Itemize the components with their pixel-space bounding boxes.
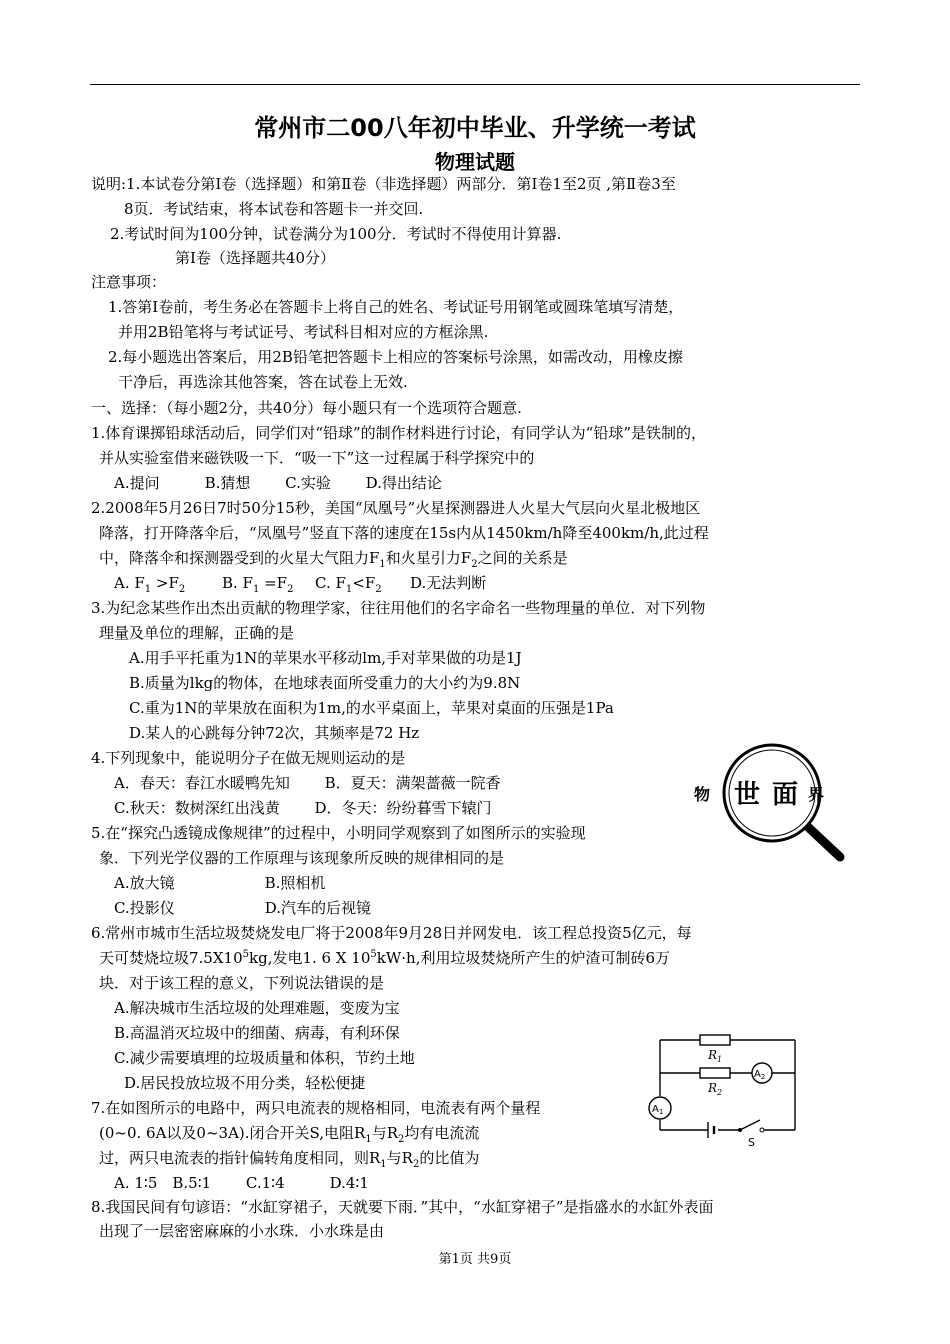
q6-option-c: C.减少需要填埋的垃圾质量和体积，节约土地 <box>114 1049 415 1067</box>
q2-line-1: 2.2008年5月26日7时50分15秒，美国“凤凰号”火星探测器进人火星大气层向火星北极地区 <box>91 499 701 517</box>
q2-option-d: D.无法判断 <box>410 574 487 592</box>
circuit-figure <box>640 1030 810 1148</box>
q6-option-a: A.解决城市生活垃圾的处理难题，变废为宝 <box>114 999 400 1017</box>
q6-line-3: 块．对于该工程的意义，下列说法错误的是 <box>99 974 385 992</box>
fig-text-mid-1: 世 <box>734 780 761 810</box>
exam-subtitle: 物理试题 <box>435 150 515 174</box>
section-heading: 第Ⅰ卷（选择题共40分） <box>175 249 336 267</box>
intro-line-2: 8页．考试结束，将本试卷和答题卡一并交回. <box>124 200 424 218</box>
notice-line-3: 2.每小题选出答案后，用2B铅笔把答题卡上相应的答案标号涂黑，如需改动，用橡皮擦 <box>108 348 683 366</box>
q7-line-1: 7.在如图所示的电路中，两只电流表的规格相同，电流表有两个量程 <box>91 1099 541 1117</box>
q3-line-1: 3.为纪念某些作出杰出贡献的物理学家，往往用他们的名字命名一些物理量的单位．对下列物 <box>91 599 706 617</box>
notice-heading: 注意事项： <box>91 273 167 291</box>
q1-options: A.提问 B.猜想 C.实验 D.得出结论 <box>114 474 442 492</box>
intro-line-3: 2.考试时间为100分钟，试卷满分为100分．考试时不得使用计算器. <box>110 225 562 243</box>
switch-contact-open <box>760 1128 764 1132</box>
q6-line-2: 天可焚烧垃圾$7.5X10^5kg$,发电1. 6 X $10^5kW\cdot h$,利用垃圾焚烧所产生的炉渣可制砖6万 <box>99 949 671 967</box>
q7-options: A. 1∶5 B.5∶1 C.1∶4 D.4∶1 <box>114 1174 369 1192</box>
magnifier-figure <box>690 735 850 865</box>
q3-option-d: D.某人的心跳每分钟72次，其频率是72 Hz <box>129 724 420 742</box>
q2-line-2: 降落，打开降落伞后，“凤凰号”竖直下落的速度在15s内从1450km/h降至400km/h,此过程 <box>99 524 709 542</box>
resistor-r1 <box>700 1035 730 1045</box>
q5-line-1: 5.在“探究凸透镜成像规律”的过程中，小明同学观察到了如图所示的实验现 <box>91 824 586 842</box>
q2-line-3: 中，降落伞和探测器受到的火星大气阻力$F_1$和火星引力$F_2$之间的关系是 <box>99 549 568 570</box>
switch-contact <box>738 1128 742 1132</box>
q4-options-cd: C.秋天：数树深红出浅黄 D．冬天：纷纷暮雪下辕门 <box>114 799 492 817</box>
q2-option-b: B. $F_1 =F_2$ <box>222 574 294 595</box>
part-one-heading: 一、选择：（每小题2分，共40分）每小题只有一个选项符合题意. <box>91 399 522 417</box>
q4-line-1: 4.下列现象中，能说明分子在做无规则运动的是 <box>91 749 406 767</box>
top-rule <box>90 84 860 85</box>
q1-line-2: 并从实验室借来磁铁吸一下．“吸一下”这一过程属于科学探究中的 <box>99 449 535 467</box>
label-r1: $R_1$ <box>708 1048 723 1064</box>
q5-line-2: 象．下列光学仪器的工作原理与该现象所反映的规律相同的是 <box>99 849 505 867</box>
label-a1: $A_1$ <box>652 1104 664 1116</box>
q6-option-b: B.高温消灭垃圾中的细菌、病毒，有利环保 <box>114 1024 400 1042</box>
fig-text-right: 界 <box>808 785 825 804</box>
q7-line-2: (0~0. 6A以及0~3A).闭合开关S,电阻$R_1$与$R_2$均有电流流 <box>99 1124 480 1145</box>
notice-line-4: 干净后，再选涂其他答案，答在试卷上无效. <box>118 373 408 391</box>
magnifier-handle <box>808 827 840 857</box>
q7-line-3: 过，两只电流表的指针偏转角度相同，则$R_1$与$R_2$的比值为 <box>99 1149 480 1170</box>
q6-line-1: 6.常州市城市生活垃圾焚烧发电厂将于2008年9月28日并网发电．该工程总投资5亿元，每 <box>91 924 692 942</box>
q3-option-a: A.用手平托重为1N的苹果水平移动lm,手对苹果做的功是1J <box>129 649 522 667</box>
q3-option-c: C.重为1N的苹果放在面积为1m,的水平桌面上，苹果对桌面的压强是1Pa <box>129 699 614 717</box>
q2-option-a: A. $F_1 >F_2$ <box>114 574 186 595</box>
notice-line-2: 并用2B铅笔将与考试证号、考试科目相对应的方框涂黑. <box>118 323 489 341</box>
q4-options-ab: A．春天：春江水暖鸭先知 B．夏天：满架蔷薇一院香 <box>114 774 501 792</box>
q5-options-ab: A.放大镜 B.照相机 <box>114 874 326 892</box>
q8-line-2: 出现了一层密密麻麻的小水珠．小水珠是由 <box>99 1222 385 1240</box>
label-switch: S <box>748 1136 755 1148</box>
resistor-r2 <box>700 1068 730 1078</box>
q3-option-b: B.质量为lkg的物体，在地球表面所受重力的大小约为9.8N <box>129 674 521 692</box>
q5-options-cd: C.投影仪 D.汽车的后视镜 <box>114 899 371 917</box>
fig-text-left: 物 <box>694 785 711 804</box>
exam-title: 常州市二00八年初中毕业、升学统一考试 <box>254 114 696 142</box>
fig-text-mid-2: 面 <box>772 780 799 810</box>
q1-line-1: 1.体育课掷铅球活动后，同学们对“铅球”的制作材料进行讨论，有同学认为“铅球”是铁制的， <box>91 424 706 442</box>
label-r2: $R_2$ <box>708 1081 723 1097</box>
label-a2: $A_2$ <box>754 1069 766 1081</box>
q8-line-1: 8.我国民间有句谚语：“水缸穿裙子，天就要下雨．”其中，“水缸穿裙子”是指盛水的水缸外表面 <box>91 1198 714 1216</box>
page-footer: 第1页 共9页 <box>438 1252 512 1267</box>
notice-line-1: 1.答第Ⅰ卷前，考生务必在答题卡上将自己的姓名、考试证号用钢笔或圆珠笔填写清楚， <box>108 298 684 316</box>
intro-line-1: 说明:1.本试卷分第Ⅰ卷（选择题）和第Ⅱ卷（非选择题）两部分．第Ⅰ卷1至2页 ,第Ⅱ卷3至 <box>91 175 676 193</box>
q3-line-2: 理量及单位的理解，正确的是 <box>99 624 295 642</box>
q6-option-d: D.居民投放垃圾不用分类，轻松便捷 <box>124 1074 366 1092</box>
q2-option-c: C. $F_1<F_2$ <box>315 574 382 595</box>
